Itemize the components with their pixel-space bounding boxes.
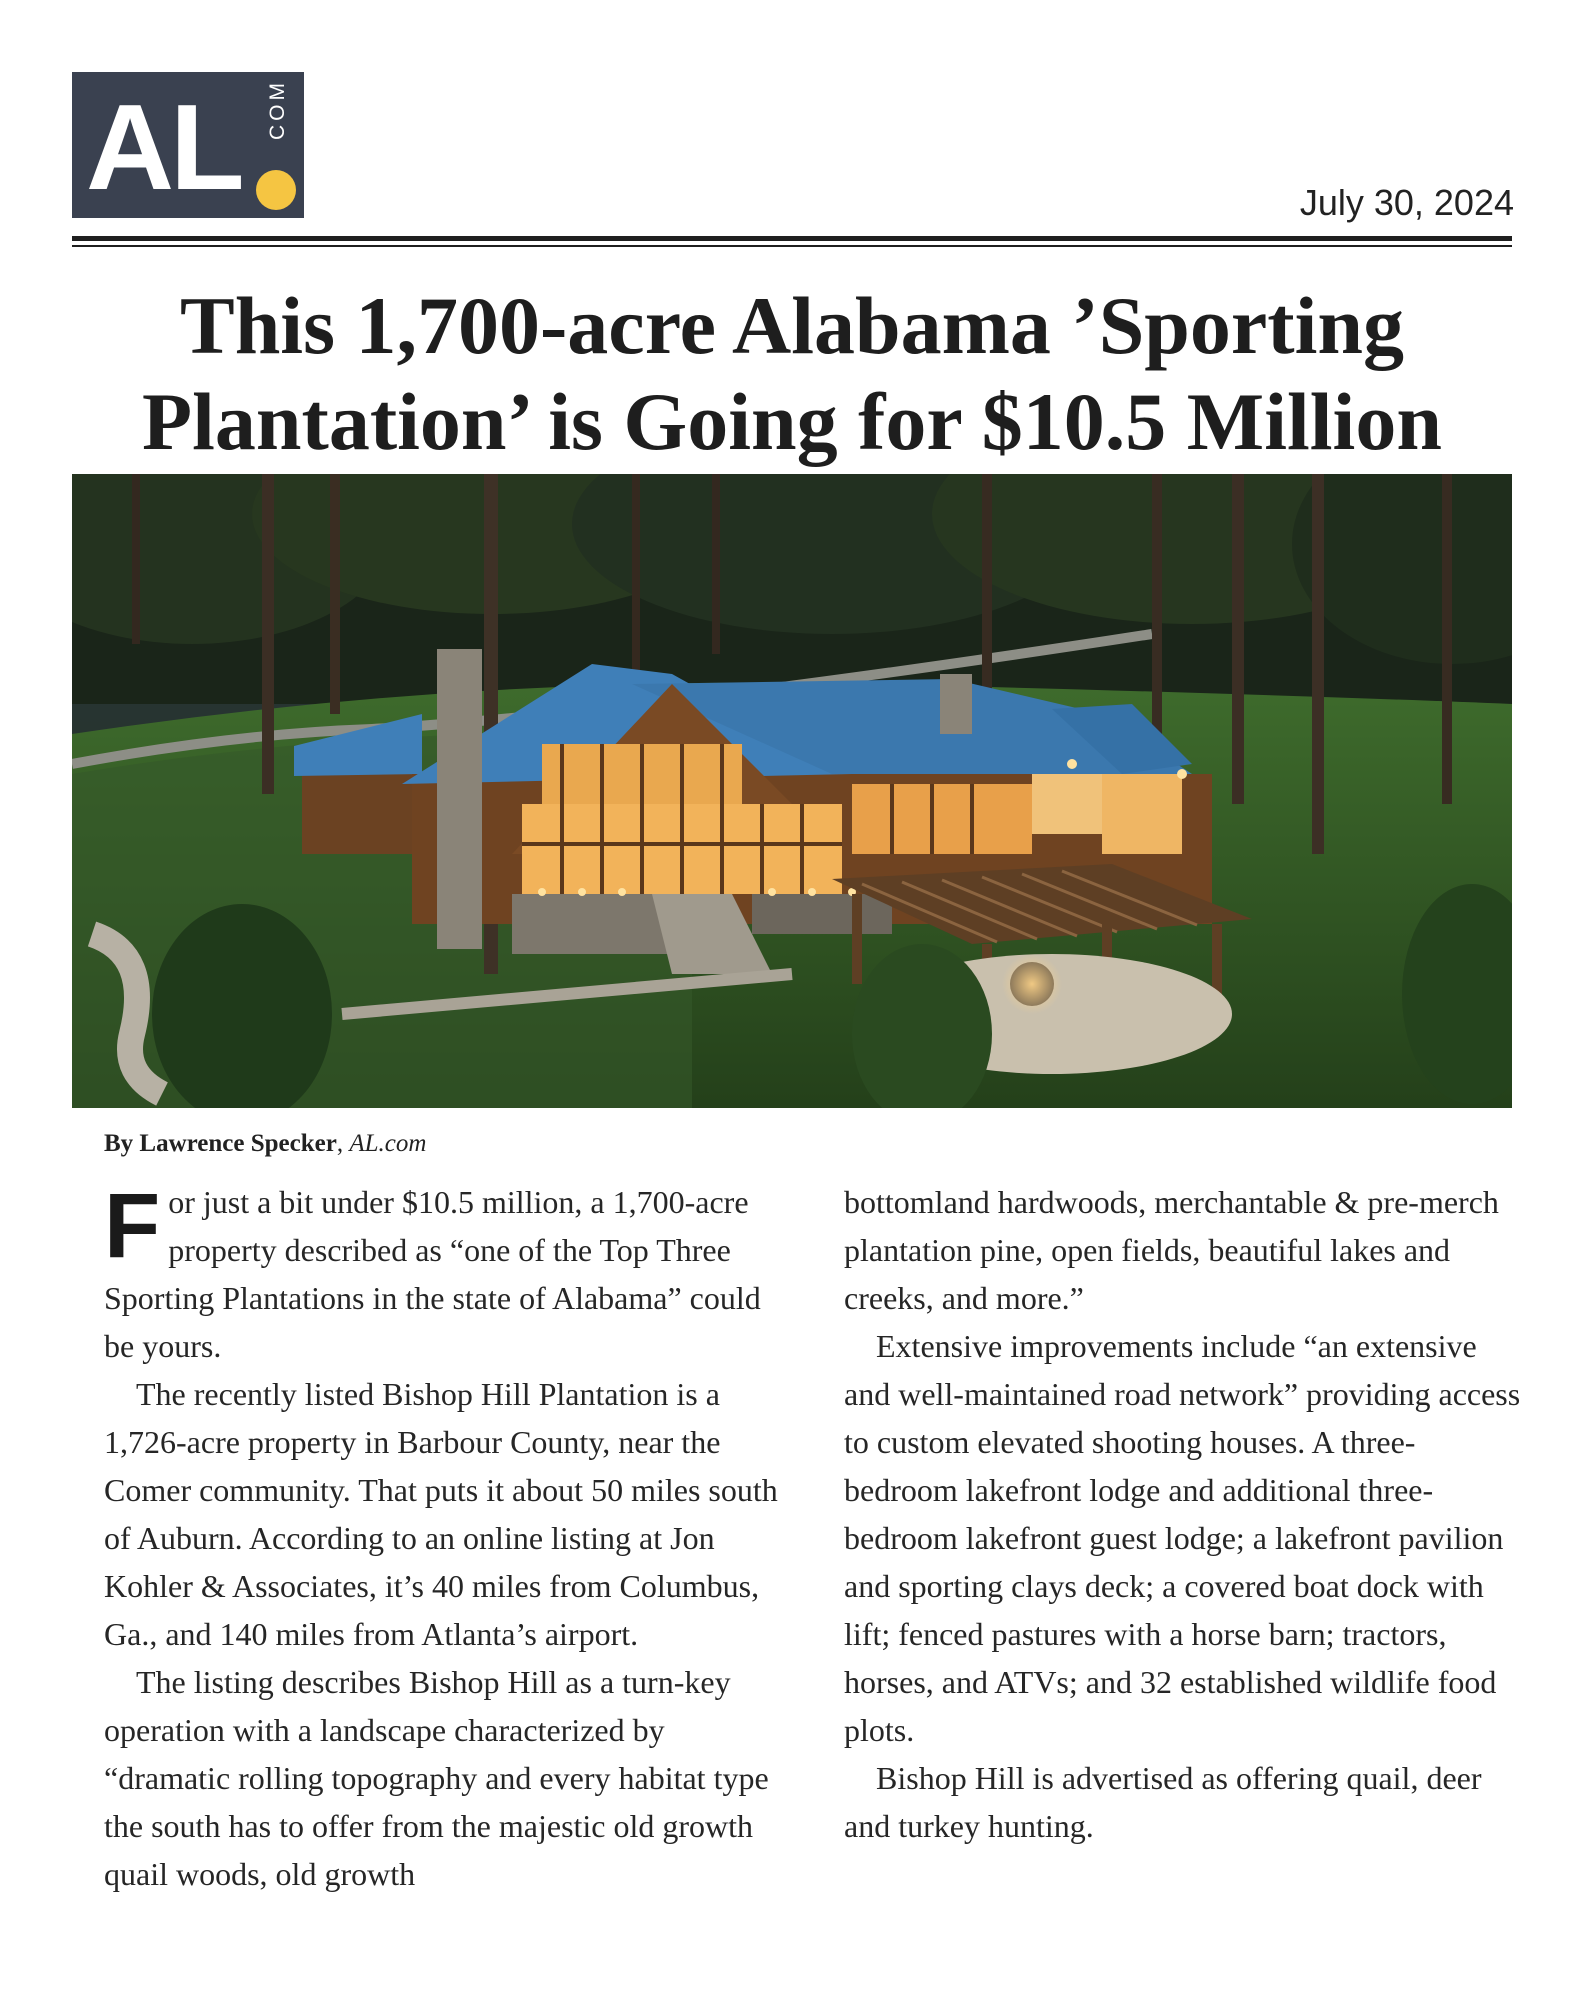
paragraph-3: The listing describes Bishop Hill as a turn-key operation with a landscape characterized by “dramatic rolling topography and every habitat type the south has to offer from the majestic old growth quail woods, old growth [104,1664,769,1892]
header-rule-thick [72,236,1512,241]
logo-com-text: COM [266,79,289,140]
lodge-illustration [72,474,1512,1108]
logo-letters: AL [86,79,241,215]
body-column-left [104,1175,784,1898]
byline-author: By Lawrence Specker [104,1130,337,1157]
paragraph-1 [104,1175,784,1370]
logo-dot-icon [256,170,296,210]
body-column-right [844,1178,1524,1850]
article-headline [72,278,1512,470]
paragraph-3-continued: bottomland hardwoods, merchantable & pre-merch plantation pine, open fields, beautiful lakes and creeks, and more.” [844,1184,1499,1316]
publication-date: July 30, 2024 [1299,182,1514,223]
byline-separator: , [336,1130,350,1157]
header-rule-thin [72,245,1512,247]
drop-cap: F [104,1175,161,1277]
paragraph-4: Extensive improvements include “an extensive and well-maintained road network” providing access to custom elevated shooting houses. A three-bedroom lakefront lodge and additional three-bedroom lakefront guest lodge; a lakefront pavilion and sporting clays deck; a covered boat dock with lift; fenced pastures with a horse barn; tractors, horses, and ATVs; and 32 established wildlife food plots. [844,1328,1521,1748]
paragraph-1-text: or just a bit under $10.5 million, a 1,700-acre property described as “one of the Top Three Sporting Plantations in the state of Alabama” could be yours. [104,1184,761,1364]
article-byline [104,1130,426,1158]
byline-outlet: AL.com [349,1130,427,1157]
paragraph-5: Bishop Hill is advertised as offering quail, deer and turkey hunting. [844,1760,1482,1844]
lodge-photo [72,474,1512,1108]
headline-line-1: This 1,700-acre Alabama ’Sporting [180,280,1404,371]
headline-line-2: Plantation’ is Going for $10.5 Million [142,376,1442,467]
paragraph-2: The recently listed Bishop Hill Plantation is a 1,726-acre property in Barbour County, near the Comer community. That puts it about 50 miles south of Auburn. According to an online listing at Jon Kohler & Associates, it’s 40 miles from Columbus, Ga., and 140 miles from Atlanta’s airport. [104,1376,778,1652]
